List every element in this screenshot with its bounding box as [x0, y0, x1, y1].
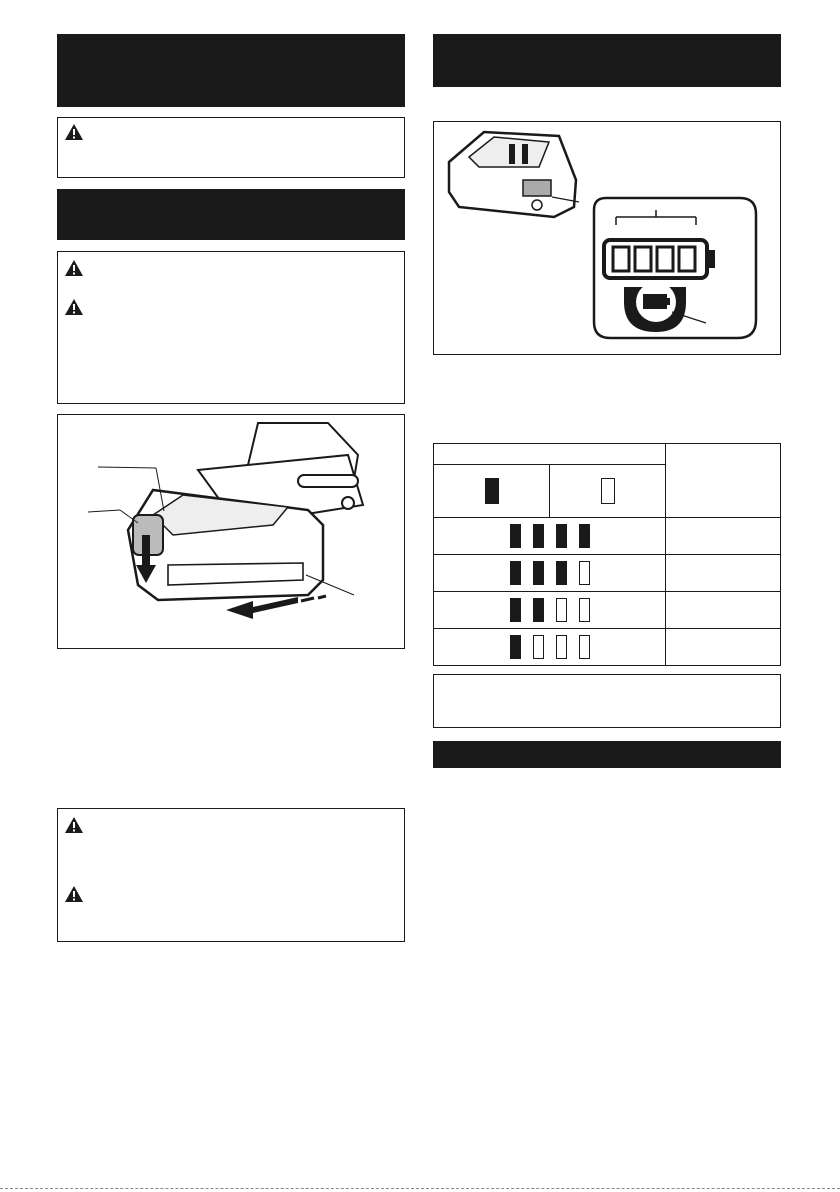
- warning-triangle-icon: [65, 299, 83, 315]
- lamp-off-icon: [601, 478, 615, 504]
- page-bottom-rule: [0, 1188, 840, 1190]
- table-row: [434, 518, 781, 555]
- lamp-segment: [579, 635, 590, 659]
- lamp-lit-icon: [485, 478, 499, 504]
- battery-indicator-figure: [433, 121, 781, 355]
- lamp-segment: [556, 635, 567, 659]
- warning-triangle-icon: [65, 886, 83, 902]
- lamp-segment: [579, 524, 590, 548]
- lamp-segment: [556, 524, 567, 548]
- lamp-segment: [510, 635, 521, 659]
- left-heading-2: [57, 189, 405, 240]
- lamp-segment: [510, 561, 521, 585]
- lamp-segment: [556, 561, 567, 585]
- lamp-segment: [533, 598, 544, 622]
- table-row: [434, 592, 781, 629]
- lamp-segment: [533, 524, 544, 548]
- lamp-segment: [510, 598, 521, 622]
- battery-indicator-table: [433, 443, 781, 666]
- lamp-segment: [579, 598, 590, 622]
- right-heading-1: [433, 34, 781, 87]
- battery-removal-figure: [57, 414, 405, 649]
- lamp-segment: [533, 561, 544, 585]
- battery-indicator-illustration: [434, 122, 780, 354]
- left-warning-box-1: [57, 117, 405, 178]
- table-row: [434, 629, 781, 666]
- warning-triangle-icon: [65, 817, 83, 833]
- table-row: [434, 555, 781, 592]
- warning-triangle-icon: [65, 260, 83, 276]
- table-header-row: [434, 444, 781, 465]
- lamp-segment: [579, 561, 590, 585]
- battery-removal-illustration: [58, 415, 404, 648]
- warning-triangle-icon: [65, 124, 83, 140]
- left-warning-box-2: [57, 251, 405, 404]
- right-heading-2: [433, 741, 781, 768]
- left-warning-box-3: [57, 808, 405, 942]
- left-heading-1: [57, 34, 405, 107]
- lamp-segment: [510, 524, 521, 548]
- lamp-segment: [533, 635, 544, 659]
- lamp-segment: [556, 598, 567, 622]
- right-note-box: [433, 674, 781, 728]
